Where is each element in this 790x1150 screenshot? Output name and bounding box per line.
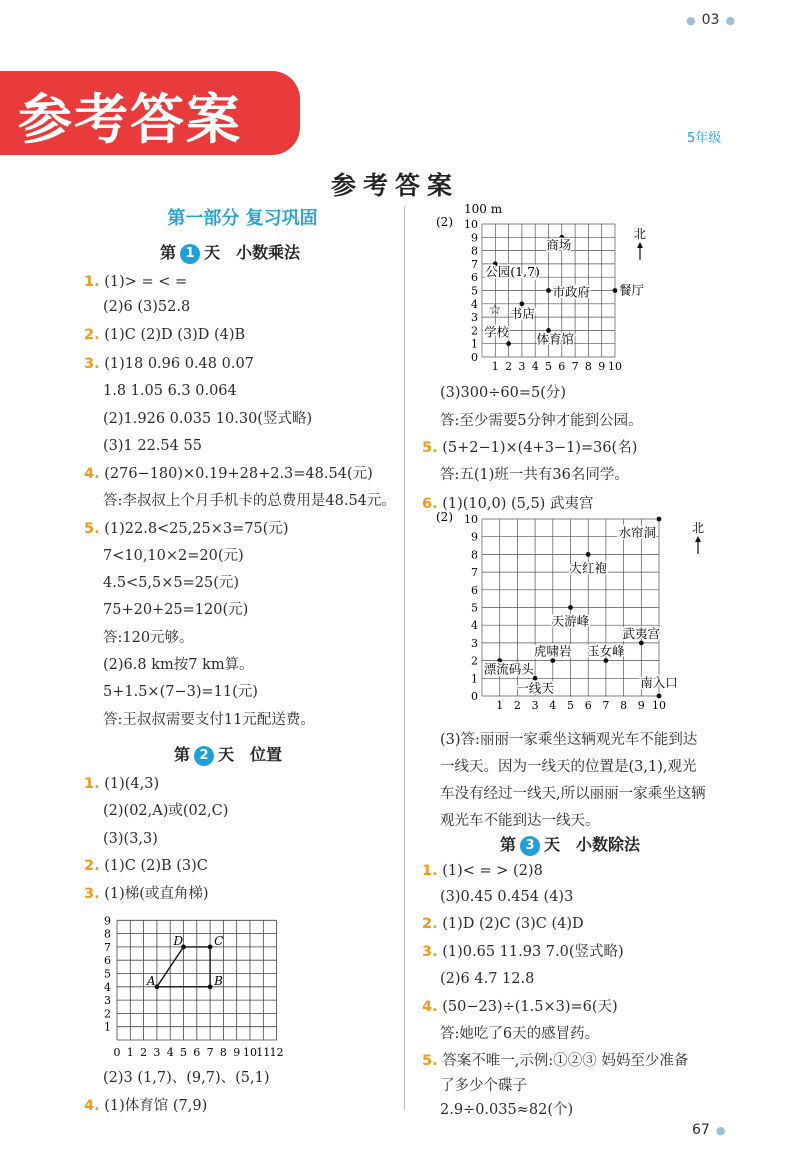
question-number: 1. (84, 274, 100, 290)
answer-text: (1)22.8<25,25×3=75(元) (104, 521, 289, 537)
place-label: 大红袍 (569, 560, 607, 576)
x-tick-label: 2 (505, 360, 513, 373)
y-tick-label: 1 (104, 1020, 111, 1034)
right-answer-line (422, 943, 624, 961)
y-tick-label: 4 (471, 297, 478, 311)
star-icon: ☆ (488, 302, 502, 318)
x-tick-label: 11 (256, 1046, 271, 1059)
answer-text: (2)6 4.7 12.8 (440, 971, 535, 987)
question-number: 2. (84, 327, 100, 343)
question-number: 3. (84, 356, 100, 372)
x-tick-label: 2 (513, 699, 521, 712)
map-point (568, 605, 573, 610)
answer-text: (1)< = > (2)8 (442, 863, 543, 879)
y-tick-label: 2 (104, 1007, 111, 1021)
answer-text: (5+2−1)×(4+3−1)=36(名) (442, 440, 638, 456)
answer-text: 答:王叔叔需要支付11元配送费。 (103, 712, 315, 728)
place-label: 天游峰 (551, 613, 590, 629)
right-answer-line (440, 412, 643, 430)
place-label: 一线天 (516, 680, 554, 696)
answer-text: (3)(3,3) (103, 831, 158, 847)
left-answer-line (103, 410, 312, 428)
answer-text: (1)0.65 11.93 7.0(竖式略) (442, 944, 624, 960)
question-number: 5. (84, 521, 100, 537)
trapezoid-grid (95, 908, 285, 1060)
x-tick-label: 8 (620, 699, 628, 712)
y-tick-label: 2 (471, 324, 478, 338)
answer-text: 一线天。因为一线天的位置是(3,1),观光 (440, 759, 697, 775)
x-tick-label: 6 (584, 699, 592, 712)
answer-text: (2)6 (3)52.8 (103, 299, 191, 315)
y-tick-label: 6 (471, 583, 478, 597)
place-label: 虎啸岩 (534, 643, 572, 659)
answer-text: (3)答:丽丽一家乘坐这辆观光车不能到达 (440, 732, 698, 748)
y-tick-label: 1 (471, 672, 478, 686)
left-answer-line (103, 683, 258, 701)
x-tick-label: 9 (233, 1046, 241, 1059)
x-tick-label: 7 (571, 360, 579, 373)
left-answer-line (84, 326, 245, 344)
question-number: 5. (422, 440, 438, 456)
answer-banner: 参考答案 (0, 71, 300, 155)
left-answer-line (84, 885, 209, 903)
place-label: 商场 (546, 237, 572, 253)
right-answer-line (440, 970, 534, 988)
page-number-top: ● 03 ● (686, 12, 736, 28)
answer-text: (1)体育馆 (7,9) (104, 1098, 208, 1114)
y-tick-label: 5 (471, 601, 478, 615)
day-1-heading: 第 1 天 小数乘法 (160, 243, 301, 262)
map-point (613, 288, 618, 293)
y-tick-label: 4 (471, 619, 478, 633)
part-label: (2) (436, 510, 453, 524)
x-tick-label: 12 (269, 1046, 284, 1059)
answer-text: 答案不唯一,示例:①②③ 妈妈至少准备 (442, 1053, 689, 1069)
grade-label: 5年级 (687, 131, 722, 146)
y-tick-label: 7 (104, 940, 111, 954)
answer-text: (1)18 0.96 0.48 0.07 (104, 356, 254, 372)
answer-text: 答:李叔叔上个月手机卡的总费用是48.54元。 (103, 493, 396, 509)
page-number-bottom: 67 ● (692, 1122, 726, 1138)
answer-text: 5+1.5×(7−3)=11(元) (103, 684, 258, 700)
left-answer-line (84, 520, 289, 538)
question-number: 2. (84, 858, 100, 874)
question-number: 4. (84, 1098, 100, 1114)
map-point (506, 341, 511, 346)
left-answer-line (103, 601, 248, 619)
right-answer-line (440, 1077, 527, 1095)
question-number: 3. (84, 886, 100, 902)
y-tick-label: 8 (471, 244, 478, 258)
right-answer-line (440, 1101, 573, 1119)
right-answer-line (422, 439, 637, 457)
x-tick-label: 1 (496, 699, 504, 712)
y-tick-label: 9 (471, 231, 478, 245)
left-answer-line (84, 857, 208, 875)
place-label: 水帘洞 (618, 525, 656, 540)
y-tick-label: 3 (471, 636, 478, 650)
answer-text: (2)3 (1,7)、(9,7)、(5,1) (103, 1070, 270, 1086)
place-label: 书店 (509, 305, 535, 321)
x-tick-label: 5 (567, 699, 574, 712)
y-tick-label: 5 (471, 284, 478, 298)
point-label: D (173, 933, 184, 948)
y-tick-label: 3 (104, 994, 111, 1008)
y-tick-label: 8 (471, 548, 478, 562)
answer-text: 了多少个碟子 (440, 1078, 527, 1094)
y-tick-label: 5 (104, 967, 111, 981)
left-answer-line (103, 656, 254, 674)
x-tick-label: 3 (153, 1046, 161, 1059)
x-tick-label: 2 (140, 1046, 148, 1059)
point-c (208, 945, 213, 950)
map-grid-town (436, 202, 676, 380)
answer-text: 观光车不能到达一线天。 (440, 813, 600, 829)
x-tick-label: 3 (531, 699, 539, 712)
right-answer-line (422, 998, 618, 1016)
x-tick-label: 1 (126, 1046, 134, 1059)
left-answer-line (103, 802, 228, 820)
north-label: 北 (633, 227, 647, 241)
x-tick-label: 7 (602, 699, 610, 712)
right-answer-line (440, 758, 696, 776)
x-tick-label: 3 (518, 360, 526, 373)
x-tick-label: 4 (531, 360, 539, 373)
place-label: 体育馆 (536, 331, 575, 347)
question-number: 3. (422, 944, 438, 960)
map-point (550, 658, 555, 663)
left-answer-line (103, 711, 315, 729)
x-tick-label: 8 (584, 360, 592, 373)
x-tick-label: 5 (180, 1046, 187, 1059)
x-tick-label: 1 (491, 360, 499, 373)
left-answer-line (103, 574, 239, 592)
question-number: 4. (422, 999, 438, 1015)
left-answer-line (103, 298, 190, 316)
right-answer-line (422, 862, 543, 880)
map-point (586, 552, 591, 557)
page-title: 参考答案 (330, 171, 459, 200)
y-tick-label: 2 (471, 654, 478, 668)
y-tick-label: 1 (471, 337, 478, 351)
right-answer-line (440, 888, 573, 906)
left-answer-line (103, 830, 158, 848)
point-label: B (214, 973, 223, 988)
north-arrow-head (695, 536, 701, 542)
right-answer-line (440, 1025, 599, 1043)
section-title: 第一部分 复习巩固 (167, 208, 318, 229)
right-answer-line (440, 812, 600, 830)
left-answer-line (103, 492, 396, 510)
place-label: 公园(1,7) (485, 263, 540, 279)
y-tick-label: 7 (471, 566, 478, 580)
y-tick-label: 6 (471, 271, 478, 285)
answer-text: (1)(4,3) (104, 776, 160, 792)
answer-text: (1)D (2)C (3)C (4)D (442, 916, 584, 932)
answer-text: 答:五(1)班一共有36名同学。 (440, 467, 629, 483)
right-answer-line (440, 384, 566, 402)
answer-text: 2.9÷0.035≈82(个) (440, 1102, 574, 1118)
answer-text: (276−180)×0.19+28+2.3=48.54(元) (104, 466, 373, 482)
point-b (208, 984, 213, 989)
y-tick-label: 3 (471, 311, 478, 325)
answer-text: (2)6.8 km按7 km算。 (103, 657, 254, 673)
answer-text: 1.8 1.05 6.3 0.064 (103, 383, 237, 399)
day-3-heading: 第 3 天 小数除法 (500, 835, 641, 854)
x-tick-label: 0 (113, 1046, 121, 1059)
right-answer-line (422, 1052, 688, 1070)
right-answer-line (440, 785, 706, 803)
place-label: 玉女峰 (587, 643, 625, 659)
x-tick-label: 5 (545, 360, 552, 373)
right-answer-line (422, 915, 584, 933)
y-tick-label: 9 (104, 914, 111, 928)
left-answer-line (103, 437, 202, 455)
y-tick-label: 6 (104, 954, 111, 968)
point-label: C (214, 933, 224, 948)
answer-text: (3)300÷60=5(分) (440, 385, 567, 401)
place-label: 市政府 (552, 284, 591, 300)
x-tick-label: 10 (608, 360, 622, 373)
left-answer-line (84, 775, 159, 793)
scale-unit: 100 m (464, 202, 503, 216)
y-tick-label: 7 (471, 257, 478, 271)
answer-text: 答:她吃了6天的感冒药。 (440, 1026, 600, 1042)
answer-text: (1)C (2)B (3)C (104, 858, 208, 874)
y-tick-label: 0 (471, 690, 478, 703)
place-label: 武夷宫 (622, 625, 661, 641)
y-tick-label: 10 (464, 218, 478, 231)
answer-text: 75+20+25=120(元) (103, 602, 249, 618)
x-tick-label: 4 (166, 1046, 174, 1059)
y-tick-label: 8 (104, 927, 111, 941)
answer-text: 7<10,10×2=20(元) (103, 548, 244, 564)
part-label: (2) (436, 215, 453, 229)
map-point (546, 288, 551, 293)
x-tick-label: 9 (598, 360, 606, 373)
place-label: 漂流码头 (483, 661, 534, 677)
answer-text: (1)(10,0) (5,5) 武夷宫 (442, 496, 594, 512)
answer-text: (3)1 22.54 55 (103, 438, 202, 454)
question-number: 5. (422, 1053, 438, 1069)
question-number: 1. (84, 776, 100, 792)
x-tick-label: 6 (558, 360, 566, 373)
answer-text: (2)1.926 0.035 10.30(竖式略) (103, 411, 313, 427)
right-answer-line (440, 731, 697, 749)
question-number: 6. (422, 496, 438, 512)
x-tick-label: 8 (219, 1046, 227, 1059)
answer-text: (2)(02,A)或(02,C) (103, 803, 229, 819)
answer-text: (1)> = < = (104, 274, 188, 290)
answer-text: 答:120元够。 (103, 630, 194, 646)
x-tick-label: 10 (652, 699, 666, 712)
answer-text: (3)0.45 0.454 (4)3 (440, 889, 574, 905)
left-answer-line (103, 382, 237, 400)
left-answer-line (103, 629, 194, 647)
left-answer-line (84, 273, 187, 291)
x-tick-label: 9 (637, 699, 645, 712)
map-point (639, 641, 644, 646)
x-tick-label: 7 (206, 1046, 214, 1059)
answer-text: 4.5<5,5×5=25(元) (103, 575, 240, 591)
answer-text: 答:至少需要5分钟才能到公园。 (440, 413, 643, 429)
x-tick-label: 4 (549, 699, 557, 712)
map-point (604, 658, 609, 663)
right-answer-line (440, 466, 629, 484)
map-point (657, 694, 662, 699)
left-answer-line (84, 355, 254, 373)
left-answer-line (84, 1097, 207, 1115)
answer-text: (1)梯(或直角梯) (104, 886, 209, 902)
question-number: 2. (422, 916, 438, 932)
question-number: 1. (422, 863, 438, 879)
north-label: 北 (691, 521, 705, 535)
y-tick-label: 9 (471, 530, 478, 544)
x-tick-label: 6 (193, 1046, 201, 1059)
y-tick-label: 0 (471, 351, 478, 364)
day-2-heading: 第 2 天 位置 (174, 745, 283, 764)
x-tick-label: 10 (243, 1046, 257, 1059)
left-answer-line (84, 465, 373, 483)
column-divider (404, 206, 405, 1110)
map-grid-wuyi (436, 510, 705, 712)
y-tick-label: 10 (464, 513, 478, 526)
left-answer-line (103, 1069, 270, 1087)
place-label: 南入口 (640, 675, 678, 690)
y-tick-label: 4 (104, 980, 111, 994)
question-number: 4. (84, 466, 100, 482)
left-answer-line (103, 547, 244, 565)
point-label: A (146, 973, 156, 988)
place-label: 餐厅 (619, 282, 645, 298)
map-point (657, 517, 662, 522)
answer-text: 车没有经过一线天,所以丽丽一家乘坐这辆 (440, 786, 706, 802)
north-arrow-head (637, 242, 643, 248)
place-label: 学校 (484, 324, 510, 340)
answer-text: (1)C (2)D (3)D (4)B (104, 327, 246, 343)
answer-text: (50−23)÷(1.5×3)=6(天) (442, 999, 618, 1015)
